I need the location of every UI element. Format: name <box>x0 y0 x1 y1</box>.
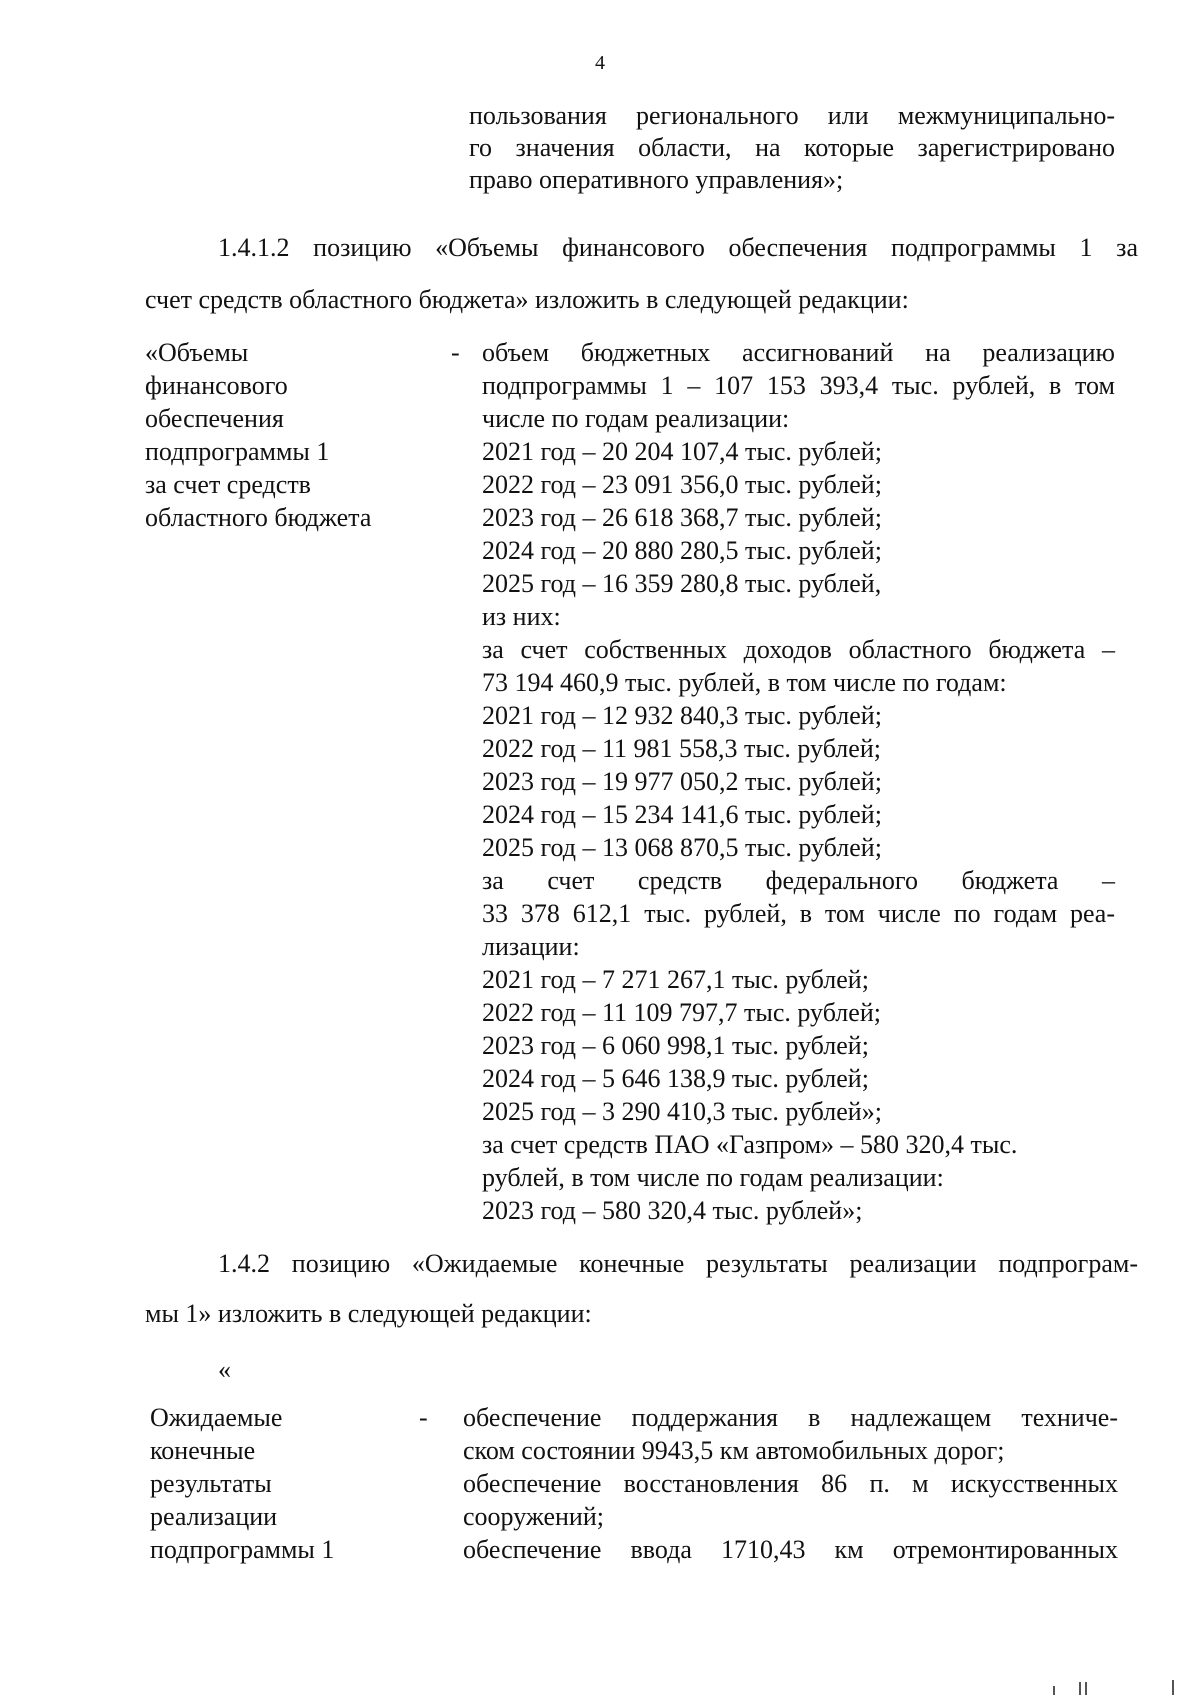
funding-value-line: 2024 год – 20 880 280,5 тыс. рублей; <box>482 536 882 565</box>
results-value-line: обеспечение поддержания в надлежащем техниче- <box>463 1403 1118 1432</box>
results-label-column <box>150 1401 410 1566</box>
funding-dash: - <box>451 338 460 367</box>
funding-value-line: объем бюджетных ассигнований на реализацию <box>482 338 1115 367</box>
funding-value-line: рублей, в том числе по годам реализации: <box>482 1163 944 1192</box>
results-label-line: подпрограммы 1 <box>150 1535 335 1564</box>
funding-value-line: 2022 год – 23 091 356,0 тыс. рублей; <box>482 470 882 499</box>
funding-value-line: 2025 год – 13 068 870,5 тыс. рублей; <box>482 833 882 862</box>
paragraph-142-line-1: 1.4.2 позицию «Ожидаемые конечные результаты реализации подпрограм- <box>218 1249 1138 1278</box>
scan-artifact <box>1172 1680 1174 1695</box>
funding-value-line: подпрограммы 1 – 107 153 393,4 тыс. рублей, в том <box>482 371 1115 400</box>
funding-value-line: 33 378 612,1 тыс. рублей, в том числе по годам реа- <box>482 899 1115 928</box>
funding-value-line: за счет средств федерального бюджета – <box>482 866 1115 895</box>
results-label-line: конечные <box>150 1436 256 1465</box>
scan-artifact <box>1053 1686 1055 1695</box>
funding-value-column <box>482 336 1115 1227</box>
page-number: 4 <box>595 52 605 74</box>
results-label-line: реализации <box>150 1502 278 1531</box>
funding-value-line: 2024 год – 15 234 141,6 тыс. рублей; <box>482 800 882 829</box>
funding-value-line: 2025 год – 3 290 410,3 тыс. рублей»; <box>482 1097 882 1126</box>
funding-label-line: за счет средств <box>145 470 311 499</box>
results-label-line: результаты <box>150 1469 272 1498</box>
continuation-line-2: го значения области, на которые зарегистрировано <box>469 133 1115 162</box>
funding-label-line: «Объемы <box>145 338 249 367</box>
continuation-line-3: право оперативного управления»; <box>469 165 844 194</box>
results-value-column <box>463 1401 1118 1566</box>
results-value-line: сооружений; <box>463 1502 604 1531</box>
funding-value-line: 73 194 460,9 тыс. рублей, в том числе по годам: <box>482 668 1007 697</box>
funding-value-line: 2023 год – 19 977 050,2 тыс. рублей; <box>482 767 882 796</box>
funding-value-line: 2023 год – 580 320,4 тыс. рублей»; <box>482 1196 863 1225</box>
funding-label-line: областного бюджета <box>145 503 372 532</box>
funding-value-line: 2024 год – 5 646 138,9 тыс. рублей; <box>482 1064 869 1093</box>
results-value-line: ском состоянии 9943,5 км автомобильных дорог; <box>463 1436 1005 1465</box>
funding-value-line: за счет средств ПАО «Газпром» – 580 320,4 тыс. <box>482 1130 1018 1159</box>
funding-label-line: финансового <box>145 371 288 400</box>
funding-value-line: 2021 год – 20 204 107,4 тыс. рублей; <box>482 437 882 466</box>
results-dash: - <box>419 1403 428 1432</box>
funding-value-line: лизации: <box>482 932 580 961</box>
funding-value-line: 2021 год – 12 932 840,3 тыс. рублей; <box>482 701 882 730</box>
funding-label-line: подпрограммы 1 <box>145 437 330 466</box>
results-label-line: Ожидаемые <box>150 1403 283 1432</box>
paragraph-1412-line-1: 1.4.1.2 позицию «Объемы финансового обеспечения подпрограммы 1 за <box>218 233 1138 262</box>
funding-value-line: 2022 год – 11 109 797,7 тыс. рублей; <box>482 998 881 1027</box>
continuation-line-1: пользования регионального или межмуниципально- <box>469 101 1115 130</box>
scan-artifact <box>1079 1682 1081 1695</box>
paragraph-142-line-2: мы 1» изложить в следующей редакции: <box>145 1299 592 1328</box>
funding-label-line: обеспечения <box>145 404 284 433</box>
funding-value-line: 2023 год – 6 060 998,1 тыс. рублей; <box>482 1031 869 1060</box>
funding-label-column <box>145 336 415 534</box>
paragraph-1412-line-2: счет средств областного бюджета» изложить в следующей редакции: <box>145 285 909 314</box>
funding-value-line: 2021 год – 7 271 267,1 тыс. рублей; <box>482 965 869 994</box>
scan-artifact <box>1085 1682 1087 1695</box>
funding-value-line: 2025 год – 16 359 280,8 тыс. рублей, <box>482 569 882 598</box>
results-value-line: обеспечение восстановления 86 п. м искусственных <box>463 1469 1118 1498</box>
opening-quote: « <box>218 1355 231 1384</box>
funding-value-line: 2023 год – 26 618 368,7 тыс. рублей; <box>482 503 882 532</box>
results-value-line: обеспечение ввода 1710,43 км отремонтированных <box>463 1535 1118 1564</box>
funding-value-line: за счет собственных доходов областного бюджета – <box>482 635 1115 664</box>
funding-value-line: 2022 год – 11 981 558,3 тыс. рублей; <box>482 734 881 763</box>
funding-value-line: числе по годам реализации: <box>482 404 790 433</box>
funding-value-line: из них: <box>482 602 561 631</box>
